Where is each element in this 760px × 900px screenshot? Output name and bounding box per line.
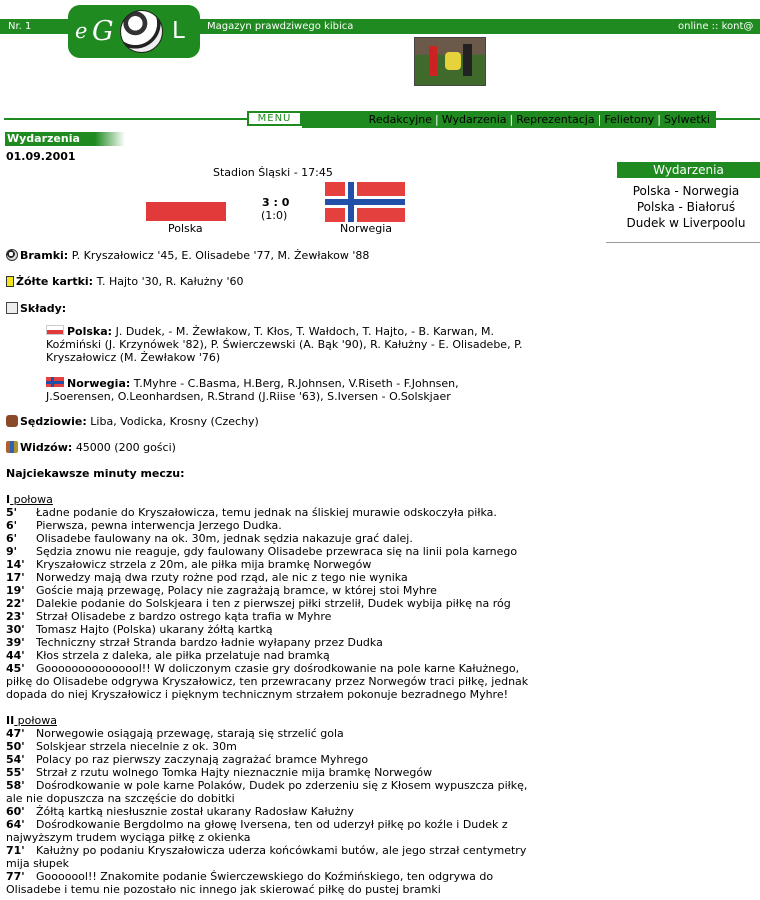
event-minute: 77': [6, 870, 25, 883]
event-minute: 5': [6, 506, 18, 519]
menu-link-felietony[interactable]: Felietony: [604, 113, 655, 126]
event-minute: 9': [6, 545, 18, 558]
event-minute: 54': [6, 753, 25, 766]
event-minute: 71': [6, 844, 25, 857]
event-minute: 39': [6, 636, 25, 649]
event-minute: 45': [6, 662, 25, 675]
event-row: [6, 506, 536, 519]
yellow-card-icon: [6, 276, 14, 287]
lineups-label: Składy:: [20, 302, 67, 315]
polska-line-2: Koźmiński (J. Krzynówek '82), P. Świerczewski (A. Bąk '90), R. Kałużny - E. Olisadebe, P.: [46, 338, 523, 351]
polska-lineup: [46, 325, 546, 364]
event-row: [6, 649, 536, 662]
event-minute: 55': [6, 766, 25, 779]
issue-number: Nr. 1: [8, 21, 32, 32]
away-team: Norwegia: [340, 222, 393, 235]
section-title: Wydarzenia: [5, 132, 125, 146]
event-minute: 19': [6, 584, 25, 597]
event-minute: 64': [6, 818, 25, 831]
sidebar-item-dudek-liverpool[interactable]: Dudek w Liverpoolu: [626, 216, 746, 230]
second-half-title-bold: II: [6, 714, 15, 727]
event-text: Kryszałowicz strzela z 20m, ale piłka mija bramkę Norwegów: [36, 558, 372, 571]
event-row: [6, 597, 536, 610]
event-row: [6, 727, 536, 740]
cards-row: [6, 275, 243, 288]
event-text: Dalekie podanie do Solskjeara i ten z pierwszej piłki strzelił, Dudek wybija piłkę na róg: [36, 597, 511, 610]
event-row: [6, 844, 536, 870]
highlights-title-text: Najciekawsze minuty meczu:: [6, 467, 185, 480]
menu-links: Redakcyjne | Wydarzenia | Reprezentacja | Felietony | Sylwetki: [302, 113, 714, 128]
polska-line-3: Kryszałowicz (M. Żewłakow '76): [46, 351, 221, 364]
ball-icon: [6, 249, 18, 261]
norwegia-label: Norwegia:: [67, 377, 131, 390]
event-text: Ładne podanie do Kryszałowicza, temu jednak na śliskiej murawie odskoczyła piłka.: [36, 506, 497, 519]
sidebar-title: Wydarzenia: [617, 162, 760, 178]
event-text: Tomasz Hajto (Polska) ukarany żółtą kartką: [36, 623, 273, 636]
cards-label: Żółte kartki:: [16, 275, 94, 288]
stadium-time: Stadion Śląski - 17:45: [213, 166, 333, 179]
event-row: [6, 870, 536, 896]
norway-mini-flag-icon: [46, 377, 64, 387]
sidebar-divider: [606, 242, 760, 243]
document-icon: [6, 302, 18, 314]
attendance-row: [6, 441, 176, 454]
second-half-title-rest: połowa: [14, 714, 57, 727]
event-row: [6, 662, 536, 701]
polska-label: Polska:: [67, 325, 113, 338]
event-row: [6, 753, 536, 766]
final-score: 3 : 0: [262, 196, 290, 209]
event-minute: 17': [6, 571, 25, 584]
menu-link-sylwetki[interactable]: Sylwetki: [663, 113, 710, 126]
referees-row: [6, 415, 259, 428]
sidebar-item-polska-bialorus[interactable]: Polska - Białoruś: [636, 200, 736, 214]
match-date: 01.09.2001: [6, 150, 76, 163]
event-minute: 22': [6, 597, 25, 610]
poland-mini-flag-icon: [46, 325, 64, 335]
event-minute: 44': [6, 649, 25, 662]
referees-value: Liba, Vodicka, Krosny (Czechy): [90, 415, 259, 428]
goals-label: Bramki:: [20, 249, 69, 262]
event-text: Goście mają przewagę, Polacy nie zagrażają bramce, w której stoi Myhre: [36, 584, 437, 597]
event-row: [6, 584, 536, 597]
event-text: Gooooooooooooool!! W doliczonym czasie gry dośrodkowanie na pole karne Kałużnego, piłkę do Olisadebe odgrywa Kryszałowicz, ten przewracany przez Norwegów traci piłkę, jednak dopada do niej Kryszałowicz i pięknym technicznym strzałem pokonuje bezradnego Myhre!: [6, 662, 529, 701]
lineups-row: [6, 302, 66, 315]
event-minute: 47': [6, 727, 25, 740]
event-text: Kałużny po podaniu Kryszałowicza uderza końcówkami butów, ale jego strzał centymetry mija słupek: [6, 844, 527, 870]
event-text: Solskjear strzela niecelnie z ok. 30m: [36, 740, 237, 753]
menu-link-redakcyjne[interactable]: Redakcyjne: [368, 113, 433, 126]
event-minute: 6': [6, 532, 18, 545]
event-row: [6, 571, 536, 584]
half-time-score: (1:0): [261, 209, 288, 222]
event-minute: 60': [6, 805, 25, 818]
event-minute: 6': [6, 519, 18, 532]
home-team: Polska: [168, 222, 203, 235]
event-text: Norwedzy mają dwa rzuty rożne pod rząd, ale nic z tego nie wynika: [36, 571, 408, 584]
first-half-title: [6, 493, 536, 506]
first-half-title-rest: połowa: [10, 493, 53, 506]
event-row: [6, 740, 536, 753]
menu-link-reprezentacja[interactable]: Reprezentacja: [516, 113, 595, 126]
logo-e: e: [75, 19, 88, 43]
second-half-section: [6, 714, 536, 896]
attendance-value: 45000 (200 gości): [75, 441, 176, 454]
football-icon: [120, 10, 163, 53]
event-row: [6, 519, 536, 532]
attendance-label: Widzów:: [20, 441, 73, 454]
event-row: [6, 623, 536, 636]
event-row: [6, 636, 536, 649]
norwegia-line-2: J.Soerensen, O.Leonhardsen, R.Strand (J.Riise '63), S.Iversen - O.Solskjaer: [46, 390, 451, 403]
norway-flag-icon: [325, 182, 405, 222]
menu-link-wydarzenia[interactable]: Wydarzenia: [441, 113, 507, 126]
event-row: [6, 558, 536, 571]
cards-value: T. Hajto '30, R. Kałużny '60: [96, 275, 244, 288]
event-text: Strzał z rzutu wolnego Tomka Hajty nieznacznie mija bramkę Norwegów: [36, 766, 433, 779]
norwegia-lineup: [46, 377, 546, 403]
event-row: [6, 805, 536, 818]
poland-flag-icon: [146, 183, 226, 221]
menu-label: MENU: [247, 111, 302, 126]
event-text: Norwegowie osiągają przewagę, starają się strzelić gola: [36, 727, 344, 740]
event-minute: 58': [6, 779, 25, 792]
polska-line-1: J. Dudek, - M. Żewłakow, T. Kłos, T. Wałdoch, T. Hajto, - B. Karwan, M.: [115, 325, 495, 338]
event-text: Kłos strzela z daleka, ale piłka przelatuje nad bramką: [36, 649, 330, 662]
event-row: [6, 610, 536, 623]
event-minute: 50': [6, 740, 25, 753]
event-row: [6, 818, 536, 844]
highlights-title: [6, 467, 185, 480]
norwegia-line-1: T.Myhre - C.Basma, H.Berg, R.Johnsen, V.Riseth - F.Johnsen,: [133, 377, 459, 390]
goals-value: P. Kryszałowicz '45, E. Olisadebe '77, M. Żewłakow '88: [71, 249, 370, 262]
first-half-title-bold: I: [6, 493, 11, 506]
referee-icon: [6, 415, 18, 427]
event-row: [6, 766, 536, 779]
event-text: Strzał Olisadebe z bardzo ostrego kąta trafia w Myhre: [36, 610, 332, 623]
event-text: Dośrodkowanie w pole karne Polaków, Dudek po zderzeniu się z Kłosem wypuszcza piłkę, ale nie dopuszcza na szczęście do dobitki: [6, 779, 528, 805]
event-text: Dośrodkowanie Bergdolmo na głowę Iversena, ten od uderzył piłkę po koźle i Dudek z najwyższym trudem wyciąga piłkę z okienka: [6, 818, 508, 844]
event-text: Pierwsza, pewna interwencja Jerzego Dudka.: [36, 519, 282, 532]
event-text: Żółtą kartką niesłusznie został ukarany Radosław Kałużny: [36, 805, 354, 818]
event-row: [6, 532, 536, 545]
event-text: Gooooool!! Znakomite podanie Świerczewskiego do Koźmińskiego, ten odgrywa do Olisadebe i temu nie pozostało nic innego jak skierować piłkę do pustej bramki: [6, 870, 494, 896]
referees-label: Sędziowie:: [20, 415, 87, 428]
event-minute: 30': [6, 623, 25, 636]
event-text: Techniczny strzał Stranda bardzo ładnie wyłapany przez Dudka: [36, 636, 383, 649]
event-row: [6, 545, 536, 558]
fans-icon: [6, 441, 18, 453]
goals-row: [6, 249, 369, 262]
event-text: Sędzia znowu nie reaguje, gdy faulowany Olisadebe przewraca się na linii pola karnego: [36, 545, 518, 558]
event-text: Olisadebe faulowany na ok. 30m, jednak sędzia nakazuje grać dalej.: [36, 532, 413, 545]
sidebar-item-polska-norwegia[interactable]: Polska - Norwegia: [632, 184, 740, 198]
first-half-section: [6, 493, 536, 701]
event-text: Polacy po raz pierwszy zaczynają zagrażać bramce Myhrego: [36, 753, 369, 766]
online-contact[interactable]: online :: kont@: [678, 21, 754, 32]
logo-l: L: [172, 18, 185, 44]
second-half-title: [6, 714, 536, 727]
event-minute: 23': [6, 610, 25, 623]
event-minute: 14': [6, 558, 25, 571]
tagline: Magazyn prawdziwego kibica: [207, 21, 354, 32]
match-photo: [414, 37, 486, 86]
logo-g: G: [92, 16, 114, 47]
event-row: [6, 779, 536, 805]
egol-logo[interactable]: [68, 5, 200, 58]
